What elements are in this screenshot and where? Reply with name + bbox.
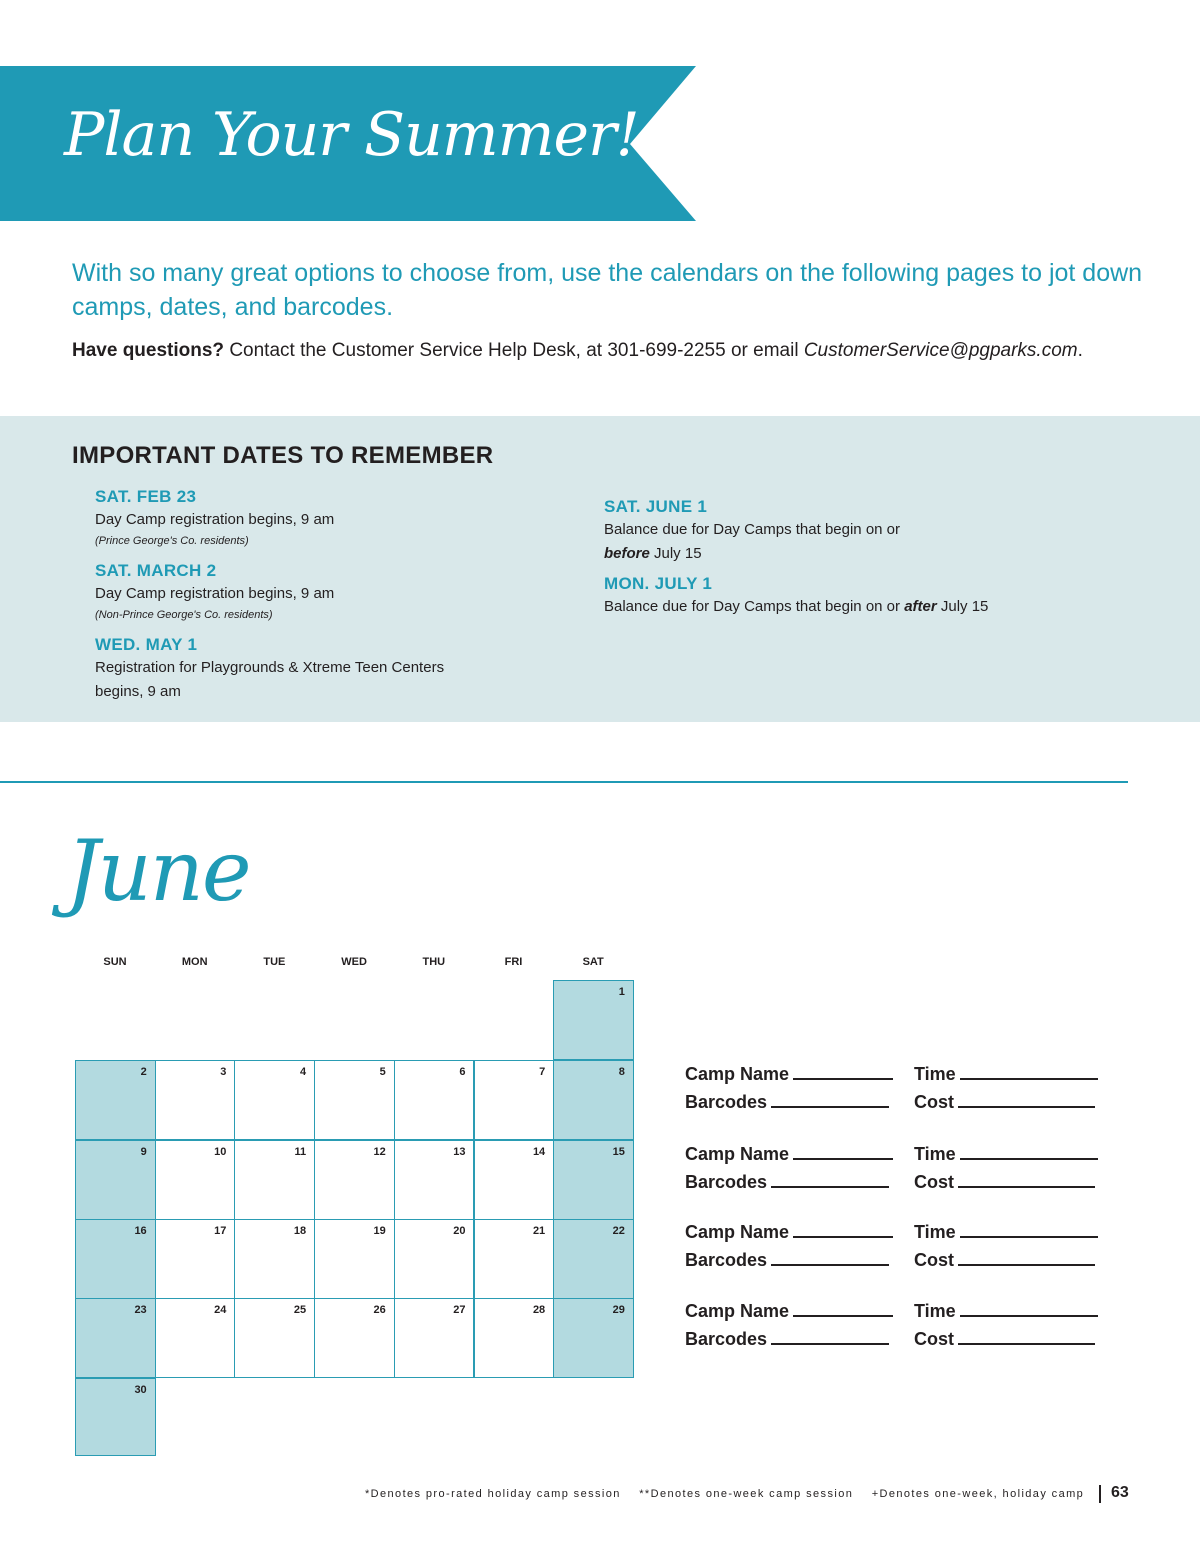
footer-note: +Denotes one-week, holiday camp [871,1488,1085,1500]
camp-name-field[interactable] [685,1301,893,1322]
date-description: Day Camp registration begins, 9 am [95,511,335,528]
camp-name-field-label: Camp Name [685,1064,790,1084]
time-field[interactable] [914,1222,1098,1243]
barcodes-field-blank[interactable] [771,1172,889,1188]
cost-field[interactable] [914,1092,1095,1113]
day-number: 25 [293,1304,307,1316]
date-description: Balance due for Day Camps that begin on or before July 15 [604,521,901,562]
calendar-day-cell [234,1298,315,1378]
weekday-header: THU [422,956,446,968]
camp-name-field[interactable] [685,1144,893,1165]
camp-name-field-blank[interactable] [793,1222,893,1238]
cost-field-blank[interactable] [958,1250,1095,1266]
camp-name-field-label: Camp Name [685,1222,790,1242]
barcodes-field[interactable] [685,1172,889,1193]
cost-field-label: Cost [914,1329,954,1349]
weekday-header: FRI [504,956,523,968]
day-number: 20 [453,1225,466,1237]
barcodes-field[interactable] [685,1092,889,1113]
contact-line [72,340,1172,362]
date-item [95,560,334,624]
calendar-day-cell [75,1378,156,1456]
calendar-day-cell [314,1219,395,1299]
barcodes-field-label: Barcodes [685,1092,768,1112]
weekday-header: WED [341,956,367,968]
day-number: 2 [140,1066,147,1078]
cost-field-label: Cost [914,1172,954,1192]
camp-name-field[interactable] [685,1222,893,1243]
footer-notes [365,1488,1098,1500]
day-number: 5 [379,1066,386,1078]
day-number: 23 [134,1304,147,1316]
time-field[interactable] [914,1301,1098,1322]
cost-field-blank[interactable] [958,1172,1095,1188]
camp-name-field-label: Camp Name [685,1301,790,1321]
calendar-day-cell [474,1140,555,1220]
footer-note: **Denotes one-week camp session [639,1488,854,1500]
calendar-day-cell [474,1060,555,1140]
day-number: 14 [532,1146,546,1158]
date-item [604,573,1084,619]
calendar-day-cell [234,1140,315,1220]
calendar-day-cell [75,1298,156,1378]
footer-note: *Denotes pro-rated holiday camp session [365,1488,621,1500]
camp-name-field-blank[interactable] [793,1144,893,1160]
calendar-day-cell [155,1219,236,1299]
calendar-day-cell [75,1060,156,1140]
page-number: 63 [1111,1484,1129,1501]
calendar-day-cell [314,1060,395,1140]
day-number: 19 [373,1225,386,1237]
day-number: 1 [618,986,625,998]
day-number: 22 [612,1225,625,1237]
day-number: 24 [214,1304,227,1316]
calendar-day-cell [155,1140,236,1220]
calendar-day-cell [394,1060,475,1140]
day-number: 16 [134,1225,147,1237]
weekday-header: SUN [103,956,127,968]
contact-text: Contact the Customer Service Help Desk, at 301-699-2255 or email [224,340,804,361]
time-field-blank[interactable] [960,1064,1098,1080]
day-number: 13 [453,1146,466,1158]
barcodes-field[interactable] [685,1329,889,1350]
date-label: SAT. JUNE 1 [604,497,708,516]
weekday-header: MON [181,956,208,968]
month-title: June [66,822,250,920]
calendar-day-cell [474,1298,555,1378]
cost-field-blank[interactable] [958,1092,1095,1108]
day-number: 21 [532,1225,546,1237]
intro-text: With so many great options to choose from, use the calendars on the following pages to jot down camps, dates, and barcodes. [72,259,1143,321]
calendar-day-cell [394,1298,475,1378]
date-label: SAT. MARCH 2 [95,561,217,580]
calendar-day-cell [553,1060,634,1140]
cost-field[interactable] [914,1172,1095,1193]
date-item [95,486,334,550]
questions-label: Have questions? [72,340,225,361]
barcodes-field-label: Barcodes [685,1172,768,1192]
cost-field[interactable] [914,1250,1095,1271]
cost-field-label: Cost [914,1250,954,1270]
calendar-day-cell [394,1219,475,1299]
time-field-blank[interactable] [960,1301,1098,1317]
time-field-label: Time [914,1144,956,1164]
camp-name-field[interactable] [685,1064,893,1085]
day-number: 4 [299,1066,307,1078]
cost-field-blank[interactable] [958,1329,1095,1345]
calendar-day-cell [75,1219,156,1299]
calendar-day-cell [553,1298,634,1378]
date-description: Balance due for Day Camps that begin on or after July 15 [604,598,989,615]
camp-name-field-blank[interactable] [793,1301,893,1317]
day-number: 18 [293,1225,307,1237]
contact-email[interactable]: CustomerService@pgparks.com [803,340,1078,361]
camp-name-field-label: Camp Name [685,1144,790,1164]
date-description: Day Camp registration begins, 9 am [95,585,335,602]
date-label: MON. JULY 1 [604,574,713,593]
calendar-day-cell [474,1219,555,1299]
section-divider [0,781,1128,783]
day-number: 6 [459,1066,466,1078]
date-item [95,634,495,704]
page-number-divider [1099,1485,1101,1503]
barcodes-field-label: Barcodes [685,1250,768,1270]
date-label: WED. MAY 1 [95,635,198,654]
date-description: Registration for Playgrounds & Xtreme Teen Centers begins, 9 am [95,659,445,700]
time-field[interactable] [914,1064,1098,1085]
cost-field-label: Cost [914,1092,954,1112]
day-number: 10 [214,1146,227,1158]
day-number: 8 [618,1066,625,1078]
day-number: 3 [220,1066,227,1078]
important-dates-heading: IMPORTANT DATES TO REMEMBER [72,442,494,469]
barcodes-field-blank[interactable] [771,1092,889,1108]
calendar-day-cell [553,1140,634,1220]
barcodes-field-blank[interactable] [771,1329,889,1345]
camp-name-field-blank[interactable] [793,1064,893,1080]
cost-field[interactable] [914,1329,1095,1350]
date-label: SAT. FEB 23 [95,487,197,506]
time-field[interactable] [914,1144,1098,1165]
weekday-header: TUE [263,956,286,968]
calendar-day-cell [553,980,634,1060]
calendar-day-cell [394,1140,475,1220]
day-number: 28 [532,1304,546,1316]
day-number: 17 [214,1225,227,1237]
time-field-blank[interactable] [960,1144,1098,1160]
calendar-day-cell [314,1140,395,1220]
day-number: 26 [373,1304,386,1316]
day-number: 11 [294,1146,307,1158]
barcodes-field-label: Barcodes [685,1329,768,1349]
calendar-day-cell [75,1140,156,1220]
time-field-label: Time [914,1222,956,1242]
calendar-day-cell [155,1298,236,1378]
day-number: 27 [453,1304,466,1316]
calendar-day-cell [234,1219,315,1299]
day-number: 7 [539,1066,546,1078]
barcodes-field[interactable] [685,1250,889,1271]
time-field-blank[interactable] [960,1222,1098,1238]
day-number: 30 [134,1384,147,1396]
barcodes-field-blank[interactable] [771,1250,889,1266]
day-number: 29 [612,1304,625,1316]
calendar-day-cell [155,1060,236,1140]
date-note: (Non-Prince George's Co. residents) [95,609,273,621]
weekday-header: SAT [582,956,604,968]
day-number: 15 [612,1146,625,1158]
calendar-day-cell [314,1298,395,1378]
calendar-day-cell [234,1060,315,1140]
day-number: 9 [140,1146,147,1158]
day-number: 12 [373,1146,386,1158]
date-item [604,496,934,566]
time-field-label: Time [914,1064,956,1084]
contact-period: . [1077,340,1083,361]
calendar-day-cell [553,1219,634,1299]
page-title: Plan Your Summer! [64,100,639,170]
time-field-label: Time [914,1301,956,1321]
date-note: (Prince George's Co. residents) [95,535,249,547]
